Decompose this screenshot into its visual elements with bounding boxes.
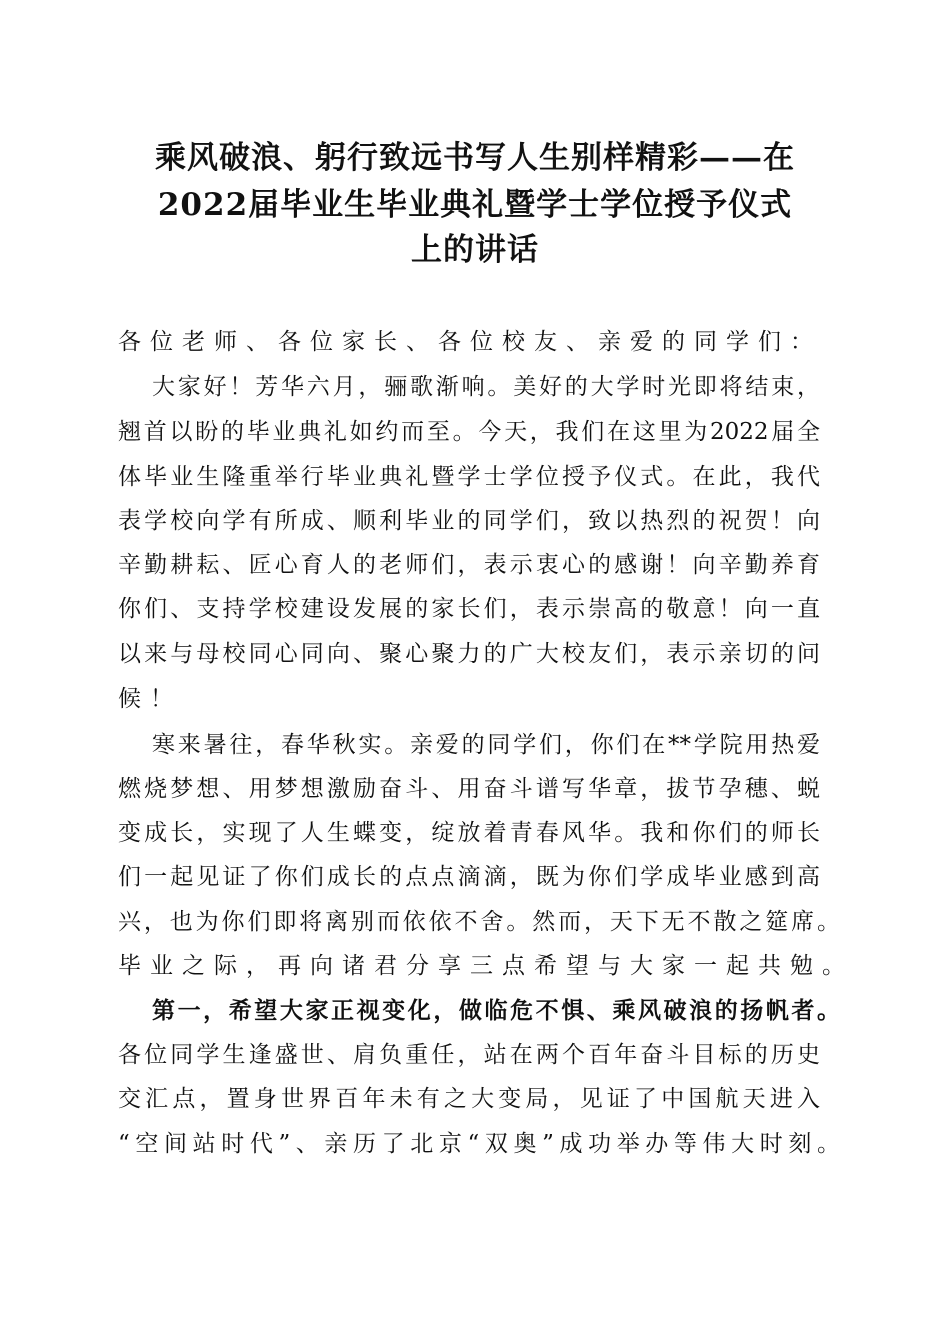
paragraph-3-line: “空间站时代”、亲历了北京“双奥”成功举办等伟大时刻。 [118, 1131, 840, 1157]
paragraph-1-line: 表学校向学有所成、顺利毕业的同学们，致以热烈的祝贺！向 [118, 508, 820, 534]
paragraph-2-line: 兴，也为你们即将离别而依依不舍。然而，天下无不散之筵席。 [118, 909, 840, 935]
paragraph-3-heading-line: 第一，希望大家正视变化，做临危不惧、乘风破浪的扬帆者。 [152, 997, 840, 1024]
paragraph-2-line: 寒来暑往，春华秋实。亲爱的同学们，你们在**学院用热爱 [152, 732, 820, 758]
salutation: 各位老师、各位家长、各位校友、亲爱的同学们： [118, 329, 822, 355]
paragraph-3-line: 交汇点，置身世界百年未有之大变局，见证了中国航天进入 [118, 1086, 820, 1112]
paragraph-2-line: 变成长，实现了人生蝶变，绽放着青春风华。我和你们的师长 [118, 820, 820, 846]
paragraph-1-line: 大家好！芳华六月，骊歌渐响。美好的大学时光即将结束， [152, 374, 820, 400]
paragraph-2-line: 毕业之际，再向诸君分享三点希望与大家一起共勉。 [118, 953, 854, 979]
paragraph-2-line: 们一起见证了你们成长的点点滴滴，既为你们学成毕业感到高 [118, 864, 820, 890]
paragraph-1-line: 以来与母校同心同向、聚心聚力的广大校友们，表示亲切的问 [118, 641, 820, 667]
paragraph-1-line: 候！ [118, 686, 182, 712]
document-title-line-1: 乘风破浪、躬行致远书写人生别样精彩——在 [155, 140, 795, 176]
paragraph-1-line: 你们、支持学校建设发展的家长们，表示崇高的敬意！向一直 [118, 596, 820, 622]
paragraph-2-line: 燃烧梦想、用梦想激励奋斗、用奋斗谱写华章，拔节孕穗、蜕 [118, 776, 820, 802]
paragraph-1-line: 辛勤耕耘、匠心育人的老师们，表示衷心的感谢！向辛勤养育 [118, 552, 820, 578]
paragraph-1-line: 翘首以盼的毕业典礼如约而至。今天，我们在这里为2022届全 [118, 419, 820, 445]
paragraph-1-line: 体毕业生隆重举行毕业典礼暨学士学位授予仪式。在此，我代 [118, 464, 820, 490]
paragraph-3-line: 各位同学生逢盛世、肩负重任，站在两个百年奋斗目标的历史 [118, 1042, 820, 1068]
document-title-line-2: 2022届毕业生毕业典礼暨学士学位授予仪式 [157, 187, 793, 223]
document-title-line-3: 上的讲话 [411, 232, 539, 268]
